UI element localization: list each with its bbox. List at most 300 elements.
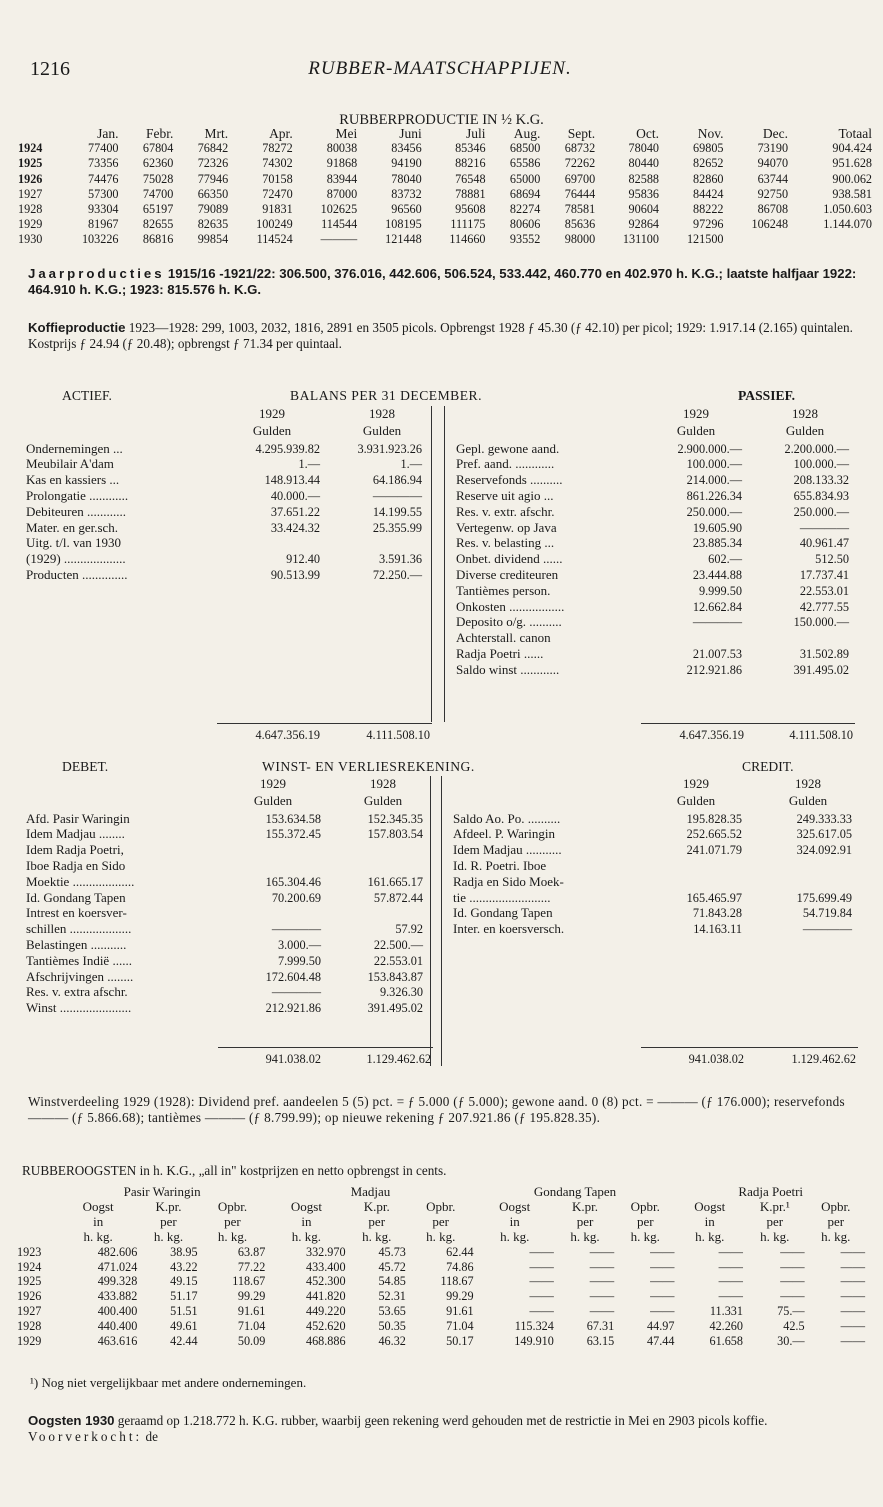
statement-total: 941.038.02 xyxy=(265,1052,321,1066)
production-cell: 121448 xyxy=(385,232,422,247)
statement-value: 14.199.55 xyxy=(372,504,422,519)
harvest-subheader: h. kg. xyxy=(153,1228,184,1244)
statement-label: Afschrijvingen ........ xyxy=(26,968,134,984)
harvest-cell: 54.85 xyxy=(378,1274,406,1289)
statement-label: Id. R. Poetri. Iboe xyxy=(453,858,547,873)
harvest-row xyxy=(16,1245,866,1260)
harvest-subheader: K.pr. xyxy=(572,1198,598,1214)
production-column-header: Nov. xyxy=(697,126,724,141)
harvest-subheader-row xyxy=(16,1215,866,1230)
production-cell: 78272 xyxy=(262,141,293,156)
production-cell: 83456 xyxy=(391,141,422,156)
production-cell: 76444 xyxy=(564,186,596,201)
harvest-estate: Gondang Tapen xyxy=(533,1184,617,1199)
winstverdeeling-paragraph: Winstverdeeling 1929 (1928): Dividend pref. aandeelen 5 (5) pct. = ƒ 5.000 (ƒ 5.000); gewone aand. 0 (8) pct. = ——— (ƒ 176.000); reservefonds ——— (ƒ 5.866.68); tantièmes ——— (ƒ 8.799.99); op nieuwe rekening ƒ 207.921.86 (ƒ 195.828.35). xyxy=(28,1094,845,1125)
harvest-cell: 45.73 xyxy=(378,1244,406,1259)
harvest-cell: 49.61 xyxy=(170,1319,198,1334)
production-cell: 74476 xyxy=(88,171,119,186)
harvest-cell: 400.400 xyxy=(97,1304,138,1319)
production-cell: 131100 xyxy=(622,232,659,247)
harvest-cell: —— xyxy=(650,1244,675,1259)
statement-label: Idem Madjau ........ xyxy=(26,826,125,842)
production-cell: 78040 xyxy=(628,141,659,156)
production-column-header: Sept. xyxy=(567,126,596,141)
production-year: 1925 xyxy=(18,156,43,171)
production-cell: 114544 xyxy=(321,217,358,232)
harvest-subheader: Oogst xyxy=(82,1198,114,1214)
statement-value: 7.999.50 xyxy=(277,953,321,968)
statement-value: 208.133.32 xyxy=(793,473,849,488)
running-header xyxy=(30,58,850,82)
statement-value: 195.828.35 xyxy=(686,811,742,826)
statement-value: 165.304.46 xyxy=(265,874,321,889)
harvest-subheader: per xyxy=(432,1213,450,1229)
statement-label: Kas en kassiers ... xyxy=(26,472,120,488)
statement-label: Res. v. belasting ... xyxy=(456,535,555,551)
harvest-cell: 118.67 xyxy=(232,1274,266,1289)
oogsten-label: Oogsten 1930 xyxy=(28,1413,115,1428)
oogsten-text: geraamd op 1.218.772 h. K.G. rubber, waarbij geen rekening werd gehouden met de restrictie in Mei en 2903 picols koffie. xyxy=(117,1413,768,1428)
harvest-subheader: h. kg. xyxy=(291,1228,322,1244)
harvest-spacer xyxy=(16,1215,58,1230)
production-row xyxy=(16,202,874,217)
harvest-cell: —— xyxy=(650,1274,675,1289)
statement-label: Moektie ................... xyxy=(26,873,135,889)
statement-value: 72.250.— xyxy=(372,568,422,582)
harvest-row xyxy=(16,1289,866,1304)
production-cell: 65586 xyxy=(509,156,541,171)
harvest-cell: 50.09 xyxy=(237,1334,266,1349)
harvest-estate: Madjau xyxy=(350,1184,391,1199)
running-title: RUBBER-MAATSCHAPPIJEN. xyxy=(308,58,572,79)
page-number: 1216 xyxy=(30,58,70,80)
production-title: RUBBERPRODUCTIE IN ½ K.G. xyxy=(339,112,544,128)
statement-value: 37.651.22 xyxy=(270,504,320,519)
harvest-cell: 46.32 xyxy=(378,1334,406,1349)
harvest-cell: 71.04 xyxy=(446,1319,474,1334)
harvest-title: RUBBEROOGSTEN in h. K.G., „all in" kostprijzen en netto opbrengst in cents. xyxy=(22,1163,447,1178)
production-cell: 106248 xyxy=(751,217,789,232)
production-table xyxy=(16,126,874,248)
harvest-subheader: K.pr. xyxy=(363,1198,390,1214)
harvest-subheader-row xyxy=(16,1230,866,1245)
statement-value: 57.872.44 xyxy=(373,890,423,905)
production-cell: 65197 xyxy=(142,202,174,217)
harvest-year: 1923 xyxy=(17,1244,42,1259)
harvest-cell: 149.910 xyxy=(514,1334,554,1349)
harvest-cell: —— xyxy=(780,1274,805,1289)
statement-label: Mater. en ger.sch. xyxy=(26,519,119,535)
production-cell: 76842 xyxy=(197,141,229,156)
harvest-spacer xyxy=(16,1185,58,1200)
harvest-cell: 99.29 xyxy=(446,1289,474,1304)
statement-label: Saldo Ao. Po. .......... xyxy=(453,810,561,826)
harvest-cell: —— xyxy=(840,1289,865,1304)
statement-label: Reservefonds .......... xyxy=(456,472,563,488)
production-cell: 98000 xyxy=(564,232,596,247)
harvest-cell: 38.95 xyxy=(170,1244,198,1259)
harvest-cell: 433.882 xyxy=(97,1289,138,1304)
statement-label: Vertegenw. op Java xyxy=(456,519,557,535)
production-cell: 82655 xyxy=(142,217,174,232)
harvest-footnote: ¹) Nog niet vergelijkbaar met andere ondernemingen. xyxy=(30,1375,307,1390)
statement-value: 70.200.69 xyxy=(271,890,321,905)
oogsten-paragraph xyxy=(28,1413,868,1444)
harvest-subheader: in xyxy=(509,1213,520,1229)
production-cell: 80440 xyxy=(628,156,659,171)
harvest-subheader: Opbr. xyxy=(630,1198,660,1214)
harvest-subheader: per xyxy=(827,1213,845,1229)
production-column-header: Apr. xyxy=(269,126,293,141)
harvest-cell: —— xyxy=(650,1304,675,1319)
jaarproducties-paragraph xyxy=(28,266,868,297)
production-cell: 67804 xyxy=(142,141,174,156)
harvest-cell: 433.400 xyxy=(305,1259,346,1274)
harvest-cell: 62.44 xyxy=(446,1244,474,1259)
statement-value: 64.186.94 xyxy=(372,473,422,488)
harvest-cell: 440.400 xyxy=(97,1319,138,1334)
harvest-year: 1927 xyxy=(17,1304,42,1319)
harvest-cell: 43.22 xyxy=(170,1259,198,1274)
production-cell: 68500 xyxy=(509,141,541,156)
harvest-subheader: h. kg. xyxy=(695,1228,725,1244)
harvest-cell: —— xyxy=(780,1259,805,1274)
harvest-cell: —— xyxy=(840,1334,865,1349)
harvest-subheader: K.pr.¹ xyxy=(759,1198,790,1214)
statement-value: 3.591.36 xyxy=(378,552,422,567)
harvest-cell: 471.024 xyxy=(97,1259,138,1274)
statement-value: 252.665.52 xyxy=(686,827,742,842)
statement-value: 1.— xyxy=(298,457,320,472)
statement-value: 23.444.88 xyxy=(692,568,742,582)
harvest-subheader: Opbr. xyxy=(821,1198,851,1214)
column-unit: Gulden xyxy=(785,422,825,438)
harvest-subheader: Oogst xyxy=(290,1198,322,1214)
statement-value: ———— xyxy=(372,489,422,503)
statement-value: 212.921.86 xyxy=(265,1001,321,1016)
production-cell: 102625 xyxy=(320,202,358,217)
koffie-paragraph xyxy=(28,320,868,351)
harvest-year: 1925 xyxy=(17,1274,42,1289)
column-year: 1929 xyxy=(259,406,285,421)
harvest-row xyxy=(16,1260,866,1275)
harvest-subheader: h. kg. xyxy=(426,1228,456,1244)
statement-value: 42.777.55 xyxy=(799,599,849,614)
harvest-subheader: h. kg. xyxy=(217,1228,248,1244)
production-cell: 904.424 xyxy=(832,141,872,156)
statement-value: 148.913.44 xyxy=(264,473,320,488)
production-column-header: Juni xyxy=(399,126,422,141)
statement-label: Iboe Radja en Sido xyxy=(26,858,126,873)
column-unit: Gulden xyxy=(362,422,402,438)
harvest-cell: 50.17 xyxy=(446,1334,474,1349)
harvest-cell: 51.17 xyxy=(170,1289,198,1304)
production-cell xyxy=(726,232,791,247)
harvest-cell: 99.29 xyxy=(237,1289,266,1304)
statement-value: 22.553.01 xyxy=(799,583,849,598)
production-cell: 68694 xyxy=(509,186,541,201)
column-year: 1928 xyxy=(370,776,396,791)
statement-value: 325.617.05 xyxy=(796,827,852,842)
statement-value: 602.— xyxy=(708,552,742,567)
production-cell: 69805 xyxy=(693,141,724,156)
statement-value: 3.000.— xyxy=(277,938,321,952)
harvest-spacer xyxy=(16,1200,58,1215)
koffie-label: Koffieproductie xyxy=(28,320,126,335)
production-cell: 82652 xyxy=(693,156,724,171)
statement-value: 25.355.99 xyxy=(372,520,422,535)
harvest-cell: —— xyxy=(650,1289,675,1304)
harvest-cell: 42.5 xyxy=(783,1319,805,1334)
production-cell: 82635 xyxy=(197,217,229,232)
production-cell: 94190 xyxy=(391,156,422,171)
harvest-cell: 452.620 xyxy=(305,1319,346,1334)
balance-right-heading: PASSIEF. xyxy=(738,388,796,403)
harvest-cell: —— xyxy=(780,1289,805,1304)
production-row xyxy=(16,232,874,247)
jaarproducties-label: Jaarproducties xyxy=(28,266,165,281)
statement-label: Producten .............. xyxy=(26,567,128,582)
voorverkocht-label: Voorverkocht: xyxy=(28,1428,143,1444)
production-cell: 72262 xyxy=(564,156,596,171)
production-column-header: Oct. xyxy=(636,126,659,141)
statement-label: Tantièmes Indië ...... xyxy=(26,952,132,968)
harvest-cell: —— xyxy=(589,1244,615,1259)
production-cell: 94070 xyxy=(757,156,789,171)
harvest-estate-row xyxy=(16,1185,866,1200)
statement-value: 172.604.48 xyxy=(265,969,321,984)
statement-value: 912.40 xyxy=(286,552,320,567)
harvest-cell: —— xyxy=(840,1304,865,1319)
statement-label: Radja Poetri ...... xyxy=(456,646,544,661)
harvest-cell: —— xyxy=(840,1319,865,1334)
harvest-cell: 441.820 xyxy=(305,1289,346,1304)
production-cell: 81967 xyxy=(88,217,119,232)
production-cell: 72326 xyxy=(197,156,229,171)
harvest-row xyxy=(16,1304,866,1319)
production-cell: 95608 xyxy=(455,202,486,217)
statement-value: 21.007.53 xyxy=(692,647,742,661)
statement-value: 152.345.35 xyxy=(367,811,423,826)
harvest-cell: 71.04 xyxy=(237,1319,266,1334)
statement-value: 250.000.— xyxy=(686,504,742,519)
column-unit: Gulden xyxy=(253,792,293,808)
statement-label: Res. v. extra afschr. xyxy=(26,984,128,1000)
production-row xyxy=(16,217,874,232)
statement-label: Ondernemingen ... xyxy=(26,440,123,456)
harvest-cell: 449.220 xyxy=(305,1304,346,1319)
production-cell: 82860 xyxy=(693,171,724,186)
production-cell: 91831 xyxy=(262,202,293,217)
statement-label: Meubilair A'dam xyxy=(26,456,114,472)
production-cell: 77946 xyxy=(197,171,229,186)
production-cell: 80038 xyxy=(326,141,358,156)
statement-value: 655.834.93 xyxy=(793,489,849,503)
harvest-cell: 51.51 xyxy=(170,1304,198,1319)
statement-value: 40.000.— xyxy=(270,489,320,503)
balance-title: BALANS PER 31 DECEMBER. xyxy=(290,388,483,403)
statement-value: 249.333.33 xyxy=(796,811,852,826)
statement-value: 324.092.91 xyxy=(796,843,852,858)
statement-value: 4.295.939.82 xyxy=(255,441,320,456)
statement-value: 3.931.923.26 xyxy=(357,441,422,456)
harvest-subheader: h. kg. xyxy=(570,1228,600,1244)
production-cell: 85346 xyxy=(455,141,486,156)
production-cell: 83944 xyxy=(326,171,358,186)
column-unit: Gulden xyxy=(788,792,828,808)
column-unit: Gulden xyxy=(676,422,716,438)
harvest-cell: 67.31 xyxy=(586,1319,615,1334)
balance-left-heading: ACTIEF. xyxy=(62,388,112,403)
statement-value: 241.071.79 xyxy=(686,843,742,858)
harvest-cell: —— xyxy=(718,1259,743,1274)
harvest-cell: 49.15 xyxy=(170,1274,198,1289)
production-cell: 91868 xyxy=(326,156,358,171)
production-cell: 72470 xyxy=(262,186,293,201)
production-cell: 87000 xyxy=(326,186,358,201)
harvest-cell: 50.35 xyxy=(378,1319,406,1334)
production-cell: 99854 xyxy=(197,232,229,247)
harvest-cell: 74.86 xyxy=(446,1259,474,1274)
production-year: 1926 xyxy=(18,171,43,186)
harvest-cell: —— xyxy=(589,1259,615,1274)
harvest-subheader: Oogst xyxy=(499,1198,531,1214)
harvest-cell: —— xyxy=(589,1304,615,1319)
production-cell: 103226 xyxy=(81,232,119,247)
harvest-cell: —— xyxy=(529,1304,554,1319)
statement-label: Intrest en koersver- xyxy=(26,905,127,921)
statement-total: 4.647.356.19 xyxy=(679,728,744,742)
statement-value: 9.999.50 xyxy=(698,583,742,598)
statement-value: ———— xyxy=(799,520,849,535)
production-cell: 114524 xyxy=(256,232,293,247)
harvest-cell: —— xyxy=(718,1274,743,1289)
statement-label: schillen ................... xyxy=(26,921,132,937)
harvest-cell: 499.328 xyxy=(97,1274,138,1289)
production-cell: 90604 xyxy=(628,202,659,217)
production-column-header: Totaal xyxy=(838,126,872,141)
harvest-year: 1924 xyxy=(17,1259,42,1274)
harvest-cell: 47.44 xyxy=(647,1334,675,1349)
statement-total: 1.129.462.62 xyxy=(366,1052,431,1066)
production-year: 1929 xyxy=(18,217,43,232)
statement-value: 17.737.41 xyxy=(799,568,849,582)
statement-label: Diverse crediteuren xyxy=(456,567,559,582)
harvest-cell: 91.61 xyxy=(237,1304,266,1319)
statement-label: Belastingen ........... xyxy=(26,937,127,952)
oogsten-tail: de xyxy=(145,1428,158,1444)
harvest-cell: 468.886 xyxy=(305,1334,346,1349)
statement-value: 31.502.89 xyxy=(799,647,849,661)
harvest-cell: —— xyxy=(589,1289,615,1304)
production-column-header: Mrt. xyxy=(204,126,229,141)
production-row xyxy=(16,156,874,171)
statement-label: Tantièmes person. xyxy=(456,582,551,598)
production-cell: 951.628 xyxy=(832,156,872,171)
production-cell: 93552 xyxy=(509,232,541,247)
harvest-subheader: per xyxy=(160,1213,177,1229)
harvest-cell: 61.658 xyxy=(709,1334,743,1349)
production-column-header: Jan. xyxy=(97,126,119,141)
harvest-cell: 63.15 xyxy=(586,1334,615,1349)
production-row xyxy=(16,187,874,202)
statement-label: Id. Gondang Tapen xyxy=(453,905,553,921)
column-unit: Gulden xyxy=(363,792,403,808)
column-divider xyxy=(430,776,431,1066)
column-year: 1928 xyxy=(792,406,818,421)
harvest-cell: 482.606 xyxy=(97,1244,138,1259)
statement-value: 214.000.— xyxy=(686,473,742,488)
statement-value: 861.226.34 xyxy=(686,489,742,503)
harvest-cell: —— xyxy=(840,1259,865,1274)
harvest-year: 1926 xyxy=(17,1289,42,1304)
statement-value: 2.900.000.— xyxy=(677,441,742,456)
harvest-subheader: h. kg. xyxy=(760,1228,790,1244)
production-row xyxy=(16,141,874,156)
statement-label: tie ......................... xyxy=(453,889,551,905)
harvest-subheader: in xyxy=(93,1213,104,1229)
production-year-header xyxy=(16,126,56,141)
statement-value: 153.843.87 xyxy=(367,969,423,984)
production-cell: 88216 xyxy=(455,156,486,171)
statement-value: 54.719.84 xyxy=(802,906,852,921)
statement-value: 512.50 xyxy=(815,552,849,567)
production-cell: 84424 xyxy=(693,186,724,201)
harvest-cell: 44.97 xyxy=(647,1319,675,1334)
statement-total: 1.129.462.62 xyxy=(791,1052,856,1066)
production-cell: 66350 xyxy=(197,186,229,201)
statement-value: 100.000.— xyxy=(686,457,742,472)
statement-total: 941.038.02 xyxy=(688,1052,744,1066)
column-year: 1929 xyxy=(683,776,709,791)
harvest-cell: 77.22 xyxy=(237,1259,266,1274)
production-cell: 82588 xyxy=(628,171,659,186)
column-divider xyxy=(431,406,432,722)
harvest-row xyxy=(16,1319,866,1334)
statement-total: 4.111.508.10 xyxy=(366,728,430,742)
production-cell: 85636 xyxy=(564,217,596,232)
production-cell: 100249 xyxy=(256,217,293,232)
production-cell xyxy=(790,232,874,247)
center-divider xyxy=(444,406,445,722)
statement-value: ———— xyxy=(802,922,852,937)
statement-label: Prolongatie ............ xyxy=(26,488,129,503)
production-cell: 76548 xyxy=(455,171,486,186)
harvest-cell: 463.616 xyxy=(97,1334,138,1349)
statement-value: 9.326.30 xyxy=(379,985,423,1000)
production-year: 1928 xyxy=(18,202,43,217)
harvest-cell: —— xyxy=(529,1259,554,1274)
statement-value: 250.000.— xyxy=(793,504,849,519)
statement-value: 1.— xyxy=(400,457,422,472)
statement-label: Afdeel. P. Waringin xyxy=(453,826,555,842)
harvest-cell: —— xyxy=(718,1244,743,1259)
harvest-cell: —— xyxy=(529,1244,554,1259)
pnl-title: WINST- EN VERLIESREKENING. xyxy=(262,759,475,774)
production-cell: 77400 xyxy=(88,141,119,156)
harvest-subheader: per xyxy=(576,1213,594,1229)
statement-value: 161.665.17 xyxy=(367,874,423,889)
harvest-cell: 63.87 xyxy=(237,1244,266,1259)
production-cell: 97296 xyxy=(693,217,724,232)
harvest-subheader: h. kg. xyxy=(362,1228,392,1244)
statement-label: Deposito o/g. .......... xyxy=(456,614,562,630)
statement-value: 22.553.01 xyxy=(373,953,423,968)
statement-value: 157.803.54 xyxy=(367,827,423,842)
production-cell: 92864 xyxy=(628,217,659,232)
pnl-right-heading: CREDIT. xyxy=(742,759,794,774)
harvest-cell: 11.331 xyxy=(709,1304,743,1319)
